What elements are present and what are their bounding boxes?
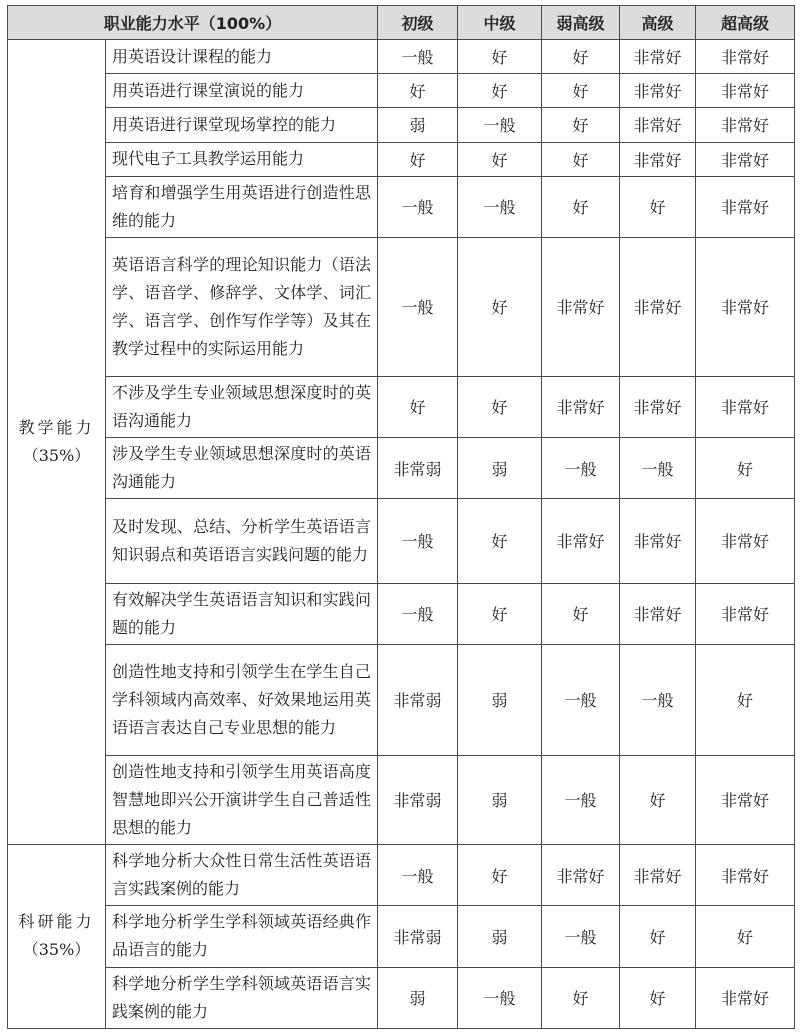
level-cell: 好 — [458, 237, 542, 376]
level-cell: 一般 — [542, 437, 620, 498]
level-cell: 一般 — [378, 237, 458, 376]
level-cell: 好 — [542, 40, 620, 74]
table-body — [8, 40, 795, 1029]
level-cell: 非常好 — [620, 40, 696, 74]
skill-cell: 涉及学生专业领域思想深度时的英语沟通能力 — [106, 437, 378, 498]
skill-cell: 现代电子工具教学运用能力 — [106, 142, 378, 176]
level-cell: 一般 — [620, 644, 696, 755]
category-cell — [8, 844, 106, 1028]
level-cell: 非常好 — [696, 967, 795, 1028]
table-row — [8, 108, 795, 142]
table-row — [8, 755, 795, 844]
level-cell: 好 — [458, 376, 542, 437]
level-cell: 非常好 — [620, 583, 696, 644]
skill-cell: 用英语进行课堂演说的能力 — [106, 74, 378, 108]
table-row — [8, 74, 795, 108]
level-cell: 非常好 — [542, 499, 620, 583]
level-cell: 好 — [542, 142, 620, 176]
table-row — [8, 142, 795, 176]
level-cell: 非常好 — [542, 376, 620, 437]
level-cell: 非常好 — [620, 499, 696, 583]
header-level: 超高级 — [696, 6, 795, 40]
level-cell: 一般 — [620, 437, 696, 498]
level-cell: 好 — [696, 644, 795, 755]
level-cell: 非常弱 — [378, 437, 458, 498]
level-cell: 非常好 — [696, 755, 795, 844]
category-weight: （35%） — [22, 445, 91, 465]
table-row — [8, 376, 795, 437]
level-cell: 非常好 — [696, 176, 795, 237]
table-row — [8, 967, 795, 1028]
skill-cell: 培育和增强学生用英语进行创造性思维的能力 — [106, 176, 378, 237]
level-cell: 好 — [378, 74, 458, 108]
level-cell: 非常弱 — [378, 906, 458, 967]
level-cell: 弱 — [458, 755, 542, 844]
category-name: 科研能力 — [18, 912, 95, 932]
category-name: 教学能力 — [18, 417, 95, 437]
table-row — [8, 237, 795, 376]
level-cell: 非常好 — [542, 844, 620, 905]
level-cell: 一般 — [378, 583, 458, 644]
table-row — [8, 437, 795, 498]
skill-cell: 科学地分析学生学科领域英语经典作品语言的能力 — [106, 906, 378, 967]
level-cell: 非常好 — [620, 108, 696, 142]
level-cell: 一般 — [542, 906, 620, 967]
category-weight: （35%） — [22, 940, 91, 960]
level-cell: 非常好 — [696, 142, 795, 176]
level-cell: 非常好 — [696, 376, 795, 437]
level-cell: 一般 — [378, 499, 458, 583]
table-row — [8, 644, 795, 755]
level-cell: 一般 — [378, 40, 458, 74]
level-cell: 好 — [696, 906, 795, 967]
header-level: 高级 — [620, 6, 696, 40]
level-cell: 一般 — [458, 967, 542, 1028]
level-cell: 一般 — [378, 176, 458, 237]
level-cell: 好 — [378, 376, 458, 437]
level-cell: 一般 — [378, 844, 458, 905]
level-cell: 非常好 — [696, 844, 795, 905]
level-cell: 非常好 — [620, 142, 696, 176]
skill-cell: 用英语设计课程的能力 — [106, 40, 378, 74]
level-cell: 一般 — [542, 755, 620, 844]
level-cell: 非常好 — [620, 844, 696, 905]
level-cell: 非常好 — [696, 74, 795, 108]
level-cell: 非常好 — [542, 237, 620, 376]
table-row — [8, 40, 795, 74]
level-cell: 非常好 — [696, 108, 795, 142]
header-level: 弱高级 — [542, 6, 620, 40]
level-cell: 好 — [458, 499, 542, 583]
level-cell: 弱 — [458, 644, 542, 755]
table-row — [8, 583, 795, 644]
level-cell: 非常好 — [696, 40, 795, 74]
level-cell: 好 — [696, 437, 795, 498]
level-cell: 好 — [458, 40, 542, 74]
skill-cell: 用英语进行课堂现场掌控的能力 — [106, 108, 378, 142]
level-cell: 好 — [620, 906, 696, 967]
level-cell: 非常弱 — [378, 755, 458, 844]
level-cell: 非常好 — [620, 74, 696, 108]
level-cell: 好 — [542, 583, 620, 644]
level-cell: 非常弱 — [378, 644, 458, 755]
level-cell: 好 — [458, 142, 542, 176]
level-cell: 弱 — [458, 906, 542, 967]
level-cell: 一般 — [458, 108, 542, 142]
level-cell: 好 — [542, 108, 620, 142]
skill-cell: 英语语言科学的理论知识能力（语法学、语音学、修辞学、文体学、词汇学、语言学、创作写作学等）及其在教学过程中的实际运用能力 — [106, 237, 378, 376]
level-cell: 好 — [620, 755, 696, 844]
level-cell: 好 — [542, 176, 620, 237]
level-cell: 好 — [458, 844, 542, 905]
skill-cell: 科学地分析大众性日常生活性英语语言实践案例的能力 — [106, 844, 378, 905]
level-cell: 非常好 — [696, 499, 795, 583]
level-cell: 弱 — [378, 967, 458, 1028]
level-cell: 一般 — [458, 176, 542, 237]
level-cell: 好 — [542, 74, 620, 108]
header-row — [8, 6, 795, 40]
level-cell: 非常好 — [696, 583, 795, 644]
table-row — [8, 844, 795, 905]
level-cell: 一般 — [542, 644, 620, 755]
skill-cell: 不涉及学生专业领域思想深度时的英语沟通能力 — [106, 376, 378, 437]
header-level: 初级 — [378, 6, 458, 40]
level-cell: 非常好 — [620, 376, 696, 437]
level-cell: 好 — [620, 967, 696, 1028]
category-cell — [8, 40, 106, 845]
level-cell: 好 — [542, 967, 620, 1028]
skill-cell: 创造性地支持和引领学生在学生自己学科领域内高效率、好效果地运用英语语言表达自己专业思想的能力 — [106, 644, 378, 755]
level-cell: 好 — [620, 176, 696, 237]
table-row — [8, 176, 795, 237]
table-row — [8, 499, 795, 583]
level-cell: 好 — [458, 583, 542, 644]
skill-cell: 有效解决学生英语语言知识和实践问题的能力 — [106, 583, 378, 644]
table-row — [8, 906, 795, 967]
header-title: 职业能力水平（100%） — [8, 6, 378, 40]
skill-cell: 创造性地支持和引领学生用英语高度智慧地即兴公开演讲学生自己普适性思想的能力 — [106, 755, 378, 844]
skill-cell: 科学地分析学生学科领域英语语言实践案例的能力 — [106, 967, 378, 1028]
level-cell: 好 — [458, 74, 542, 108]
skill-cell: 及时发现、总结、分析学生英语语言知识弱点和英语语言实践问题的能力 — [106, 499, 378, 583]
header-level: 中级 — [458, 6, 542, 40]
level-cell: 弱 — [458, 437, 542, 498]
level-cell: 好 — [378, 142, 458, 176]
competency-table — [7, 5, 795, 1029]
level-cell: 非常好 — [696, 237, 795, 376]
level-cell: 弱 — [378, 108, 458, 142]
level-cell: 非常好 — [620, 237, 696, 376]
